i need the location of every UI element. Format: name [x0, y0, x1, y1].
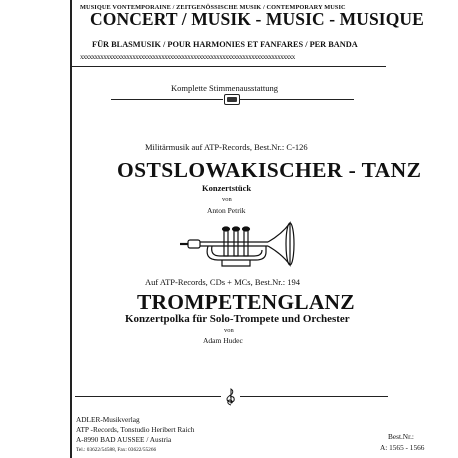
series-subtitle: FÜR BLASMUSIK / POUR HARMONIES ET FANFARES / PER BANDA: [92, 40, 358, 49]
divider-right: [240, 99, 354, 100]
publisher-phone: Tel.: 03622/54588, Fax: 03622/55266: [76, 447, 157, 453]
piece2-by: von: [224, 327, 234, 334]
piece2-composer: Adam Hudec: [203, 336, 243, 345]
piece2-recording: Auf ATP-Records, CDs + MCs, Best.Nr.: 194: [145, 277, 300, 287]
divider-left: [111, 99, 223, 100]
languages-line: MUSIQUE VONTEMPORAINE / ZEITGENÖSSISCHE MUSIK / CONTEMPORARY MUSIC: [80, 4, 346, 11]
publisher-studio: ATP -Records, Tonstudio Heribert Raich: [76, 425, 195, 434]
bottom-divider-right: [240, 396, 388, 397]
series-title: CONCERT / MUSIK - MUSIC - MUSIQUE: [90, 9, 424, 29]
decor-line: xxxxxxxxxxxxxxxxxxxxxxxxxxxxxxxxxxxxxxxxxxxxxxxxxxxxxxxxxxxxxxxxxxxxxxxxxx: [80, 53, 295, 61]
piece2-title: TROMPETENGLANZ: [137, 290, 355, 314]
order-label: Best.Nr.:: [388, 432, 414, 441]
piece1-by: von: [222, 196, 232, 203]
order-number: A: 1565 - 1566: [380, 443, 425, 452]
piece1-composer: Anton Petrik: [207, 206, 246, 215]
trumpet-icon: [178, 220, 302, 268]
piece2-form: Konzertpolka für Solo-Trompete und Orchester: [125, 313, 350, 325]
piece1-title: OSTSLOWAKISCHER - TANZ: [117, 158, 422, 182]
publisher-name: ADLER-Musikverlag: [76, 415, 140, 424]
publisher-emblem-icon: [224, 94, 240, 105]
publisher-address: A-8990 BAD AUSSEE / Austria: [76, 435, 172, 444]
edition-note: Komplette Stimmenausstattung: [171, 83, 278, 93]
piece1-form: Konzertstück: [202, 183, 252, 193]
piece1-recording: Militärmusik auf ATP-Records, Best.Nr.: C-126: [145, 142, 308, 152]
publisher-block: [76, 415, 194, 455]
left-margin-rule: [70, 0, 72, 458]
treble-clef-icon: [226, 388, 236, 406]
bottom-divider-left: [75, 396, 221, 397]
